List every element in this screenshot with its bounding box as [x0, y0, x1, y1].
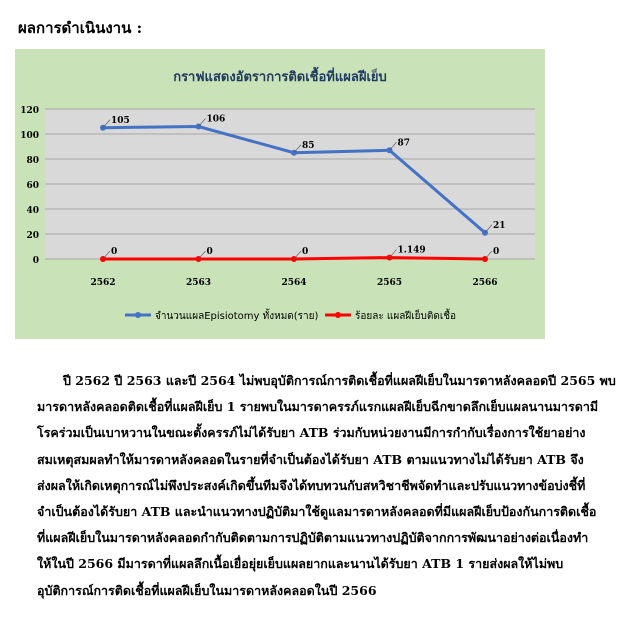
paragraph-line: ที่แผลฝีเย็บในมารดาหลังคลอดกำกับติดตามการปฏิบัติตามแนวทางปฏิบัติจากการพัฒนาอย่างต่อเนื่องทำ [37, 530, 589, 546]
data-label: 85 [302, 140, 315, 151]
data-label: 0 [206, 247, 213, 257]
line-chart [15, 49, 545, 339]
x-tick-label: 2566 [472, 278, 498, 288]
chart-svg [15, 49, 545, 339]
data-label: 106 [206, 114, 226, 125]
data-label: 0 [302, 247, 309, 257]
x-tick-label: 2565 [376, 278, 403, 288]
data-label: 1.149 [397, 245, 426, 256]
x-tick-label: 2562 [90, 278, 116, 288]
y-tick-label: 40 [26, 206, 39, 216]
data-label: 0 [111, 247, 118, 257]
chart-title: กราฟแสดงอัตราการติดเชื้อที่แผลฝีเย็บ [173, 70, 387, 85]
data-label: 105 [111, 115, 130, 126]
legend-swatch-marker [135, 312, 141, 318]
legend-label: จำนวนแผลEpisiotomy ทั้งหมด(ราย) [155, 311, 319, 322]
data-label: 87 [397, 138, 411, 149]
paragraph-line: ให้ในปี 2566 มีมารดาที่แผลลึกเนื้อเยื่อยุ่ยเย็บแผลยากและนานได้รับยา ATB 1 รายส่งผลให้ไม่พบ [37, 556, 564, 572]
y-tick-label: 120 [20, 106, 39, 116]
section-heading: ผลการดำเนินงาน : [18, 19, 143, 37]
paragraph-line: มารดาหลังคลอดติดเชื้อที่แผลฝีเย็บ 1 รายพบในมารดาครรภ์แรกแผลฝีเย็บฉีกขาดลึกเย็บแผลนานมารดามี [37, 399, 599, 415]
x-tick-label: 2564 [281, 278, 307, 288]
y-tick-label: 20 [26, 231, 39, 241]
y-tick-label: 60 [26, 181, 39, 191]
data-label: 0 [493, 247, 500, 257]
legend-label: ร้อยละ แผลฝีเย็บติดเชื้อ [355, 311, 457, 322]
legend-swatch-marker [335, 312, 341, 318]
paragraph-line: อุบัติการณ์การติดเชื้อที่แผลฝีเย็บในมารดาหลังคลอดในปี 2566 [37, 582, 377, 598]
paragraph-line: ส่งผลให้เกิดเหตุการณ์ไม่พึงประสงค์เกิดขึ้นทีมจึงได้ทบทวนกับสหวิชาชีพจัดทำและปรับแนวทางข้อบ่งชี้ที่ [37, 477, 586, 493]
x-tick-label: 2563 [185, 278, 212, 288]
y-tick-label: 0 [32, 256, 39, 266]
paragraph-line: สมเหตุสมผลทำให้มารดาหลังคลอดในรายที่จำเป็นต้องได้รับยา ATB ตามแนวทางไม่ได้รับยา ATB จึง [37, 451, 584, 467]
data-label: 21 [493, 220, 506, 231]
paragraph-line: ปี 2562 ปี 2563 และปี 2564 ไม่พบอุบัติการณ์การติดเชื้อที่แผลฝีเย็บในมารดาหลังคลอดปี 2565 พบ [63, 373, 616, 388]
y-tick-label: 100 [20, 131, 39, 141]
y-tick-label: 80 [26, 156, 39, 166]
results-paragraph [37, 368, 616, 604]
paragraph-line: โรคร่วมเป็นเบาหวานในขณะตั้งครรภ์ไม่ได้รับยา ATB ร่วมกับหน่วยงานมีการกำกับเรื่องการใช้ยาอย่าง [37, 425, 586, 441]
paragraph-line: จำเป็นต้องได้รับยา ATB และนำแนวทางปฏิบัติมาใช้ดูแลมารดาหลังคลอดที่มีแผลฝีเย็บป้องกันการติดเชื้อ [37, 504, 597, 520]
